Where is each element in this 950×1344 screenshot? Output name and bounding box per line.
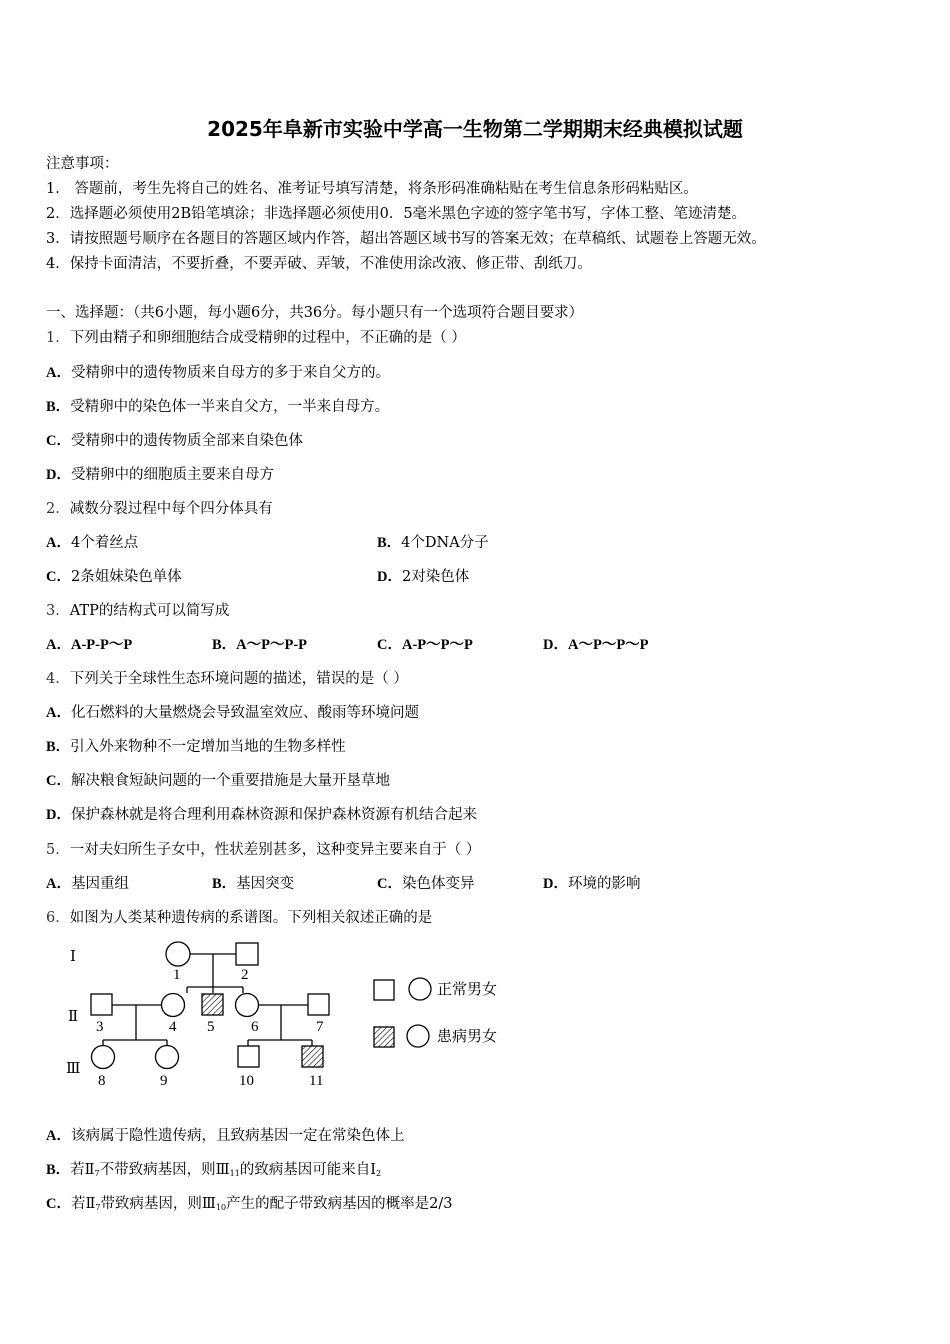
- individual-number: 1: [173, 967, 181, 983]
- individual-number: 10: [239, 1073, 254, 1089]
- question-4-option-a[interactable]: A．化石燃料的大量燃烧会导致温室效应、酸雨等环境问题: [46, 705, 419, 721]
- individual-6: [236, 994, 259, 1017]
- question-5-option-d[interactable]: D．环境的影响: [543, 876, 641, 892]
- generation-label: Ⅱ: [68, 1009, 79, 1025]
- question-3-option-d[interactable]: D．A～P～P～P: [543, 637, 649, 653]
- question-5-option-b[interactable]: B．基因突变: [212, 876, 295, 892]
- individual-11: [302, 1046, 323, 1067]
- individual-4: [162, 994, 185, 1017]
- individual-number: 6: [251, 1019, 259, 1035]
- question-5-option-c[interactable]: C．染色体变异: [377, 876, 475, 892]
- question-1-option-d[interactable]: D．受精卵中的细胞质主要来自母方: [46, 467, 274, 483]
- question-2-stem: 2．减数分裂过程中每个四分体具有: [46, 501, 273, 517]
- question-4-option-b[interactable]: B．引入外来物种不一定增加当地的生物多样性: [46, 739, 346, 755]
- question-2-option-c[interactable]: C．2条姐妹染色单体: [46, 569, 182, 585]
- individual-7: [308, 994, 329, 1015]
- legend-normal-female: [409, 978, 431, 1000]
- question-1-option-a[interactable]: A．受精卵中的遗传物质来自母方的多于来自父方的。: [46, 365, 390, 381]
- pedigree-diagram: [60, 935, 530, 1095]
- individual-number: 4: [169, 1019, 177, 1035]
- individual-5: [202, 994, 223, 1015]
- question-3-stem: 3．ATP的结构式可以简写成: [46, 603, 230, 619]
- question-2-option-d[interactable]: D．2对染色体: [377, 569, 470, 585]
- section-heading: 一、选择题：（共6小题，每小题6分，共36分。每小题只有一个选项符合题目要求）: [46, 305, 584, 321]
- individual-number: 2: [241, 967, 249, 983]
- individual-number: 8: [98, 1073, 106, 1089]
- generation-label: Ⅰ: [70, 949, 76, 965]
- legend-normal-label: 正常男女: [437, 982, 498, 998]
- legend-affected-male: [374, 1027, 394, 1047]
- question-1-stem: 1．下列由精子和卵细胞结合成受精卵的过程中，不正确的是（ ）: [46, 330, 466, 346]
- individual-number: 11: [309, 1073, 324, 1089]
- page-title: 2025年阜新市实验中学高一生物第二学期期末经典模拟试题: [207, 117, 743, 141]
- individual-1: [166, 942, 190, 966]
- question-6-stem: 6．如图为人类某种遗传病的系谱图。下列相关叙述正确的是: [46, 910, 433, 926]
- question-6-option-a[interactable]: A．该病属于隐性遗传病，且致病基因一定在常染色体上: [46, 1128, 405, 1144]
- question-1-option-b[interactable]: B．受精卵中的染色体一半来自父方，一半来自母方。: [46, 399, 390, 415]
- question-3-option-c[interactable]: C．A-P～P～P: [377, 637, 473, 653]
- question-4-option-c[interactable]: C．解决粮食短缺问题的一个重要措施是大量开垦草地: [46, 773, 390, 789]
- notice-item-3: 3．请按照题号顺序在各题目的答题区域内作答，超出答题区域书写的答案无效；在草稿纸、试题卷上答题无效。: [46, 231, 766, 247]
- notice-heading: 注意事项：: [46, 156, 119, 172]
- legend-affected-label: 患病男女: [437, 1029, 498, 1045]
- question-1-option-c[interactable]: C．受精卵中的遗传物质全部来自染色体: [46, 433, 303, 449]
- question-2-option-a[interactable]: A．4个着丝点: [46, 535, 139, 551]
- individual-number: 9: [160, 1073, 168, 1089]
- notice-item-2: 2．选择题必须使用2B铅笔填涂；非选择题必须使用0．5毫米黑色字迹的签字笔书写，字体工整、笔迹清楚。: [46, 206, 747, 222]
- question-5-option-a[interactable]: A．基因重组: [46, 876, 129, 892]
- question-2-option-b[interactable]: B．4个DNA分子: [377, 535, 489, 551]
- question-3-option-a[interactable]: A．A-P-P～P: [46, 637, 133, 653]
- legend-affected-female: [407, 1025, 429, 1047]
- individual-3: [91, 994, 112, 1015]
- question-4-stem: 4．下列关于全球性生态环境问题的描述，错误的是（ ）: [46, 671, 408, 687]
- generation-label: Ⅲ: [66, 1061, 81, 1077]
- individual-number: 5: [207, 1019, 215, 1035]
- question-5-stem: 5．一对夫妇所生子女中，性状差别甚多，这种变异主要来自于（ ）: [46, 842, 481, 858]
- individual-2: [236, 943, 258, 965]
- question-4-option-d[interactable]: D．保护森林就是将合理利用森林资源和保护森林资源有机结合起来: [46, 807, 477, 823]
- question-6-option-c[interactable]: C．若$Ⅱ_7$带致病基因，则$Ⅲ_{10}$产生的配子带致病基因的概率是2/3: [46, 1196, 453, 1212]
- notice-item-4: 4．保持卡面清洁，不要折叠，不要弄破、弄皱，不准使用涂改液、修正带、刮纸刀。: [46, 256, 592, 272]
- individual-8: [92, 1046, 115, 1069]
- individual-10: [238, 1046, 259, 1067]
- legend-normal-male: [374, 980, 394, 1000]
- individual-number: 7: [316, 1019, 324, 1035]
- notice-item-1: 1． 答题前，考生先将自己的姓名、准考证号填写清楚，将条形码准确粘贴在考生信息条形码粘贴区。: [46, 181, 698, 197]
- question-3-option-b[interactable]: B．A～P～P-P: [212, 637, 308, 653]
- individual-9: [156, 1046, 179, 1069]
- question-6-option-b[interactable]: B．若$Ⅱ_7$不带致病基因，则$Ⅲ_{11}$的致病基因可能来自$Ⅰ_2$: [46, 1162, 382, 1178]
- individual-number: 3: [96, 1019, 104, 1035]
